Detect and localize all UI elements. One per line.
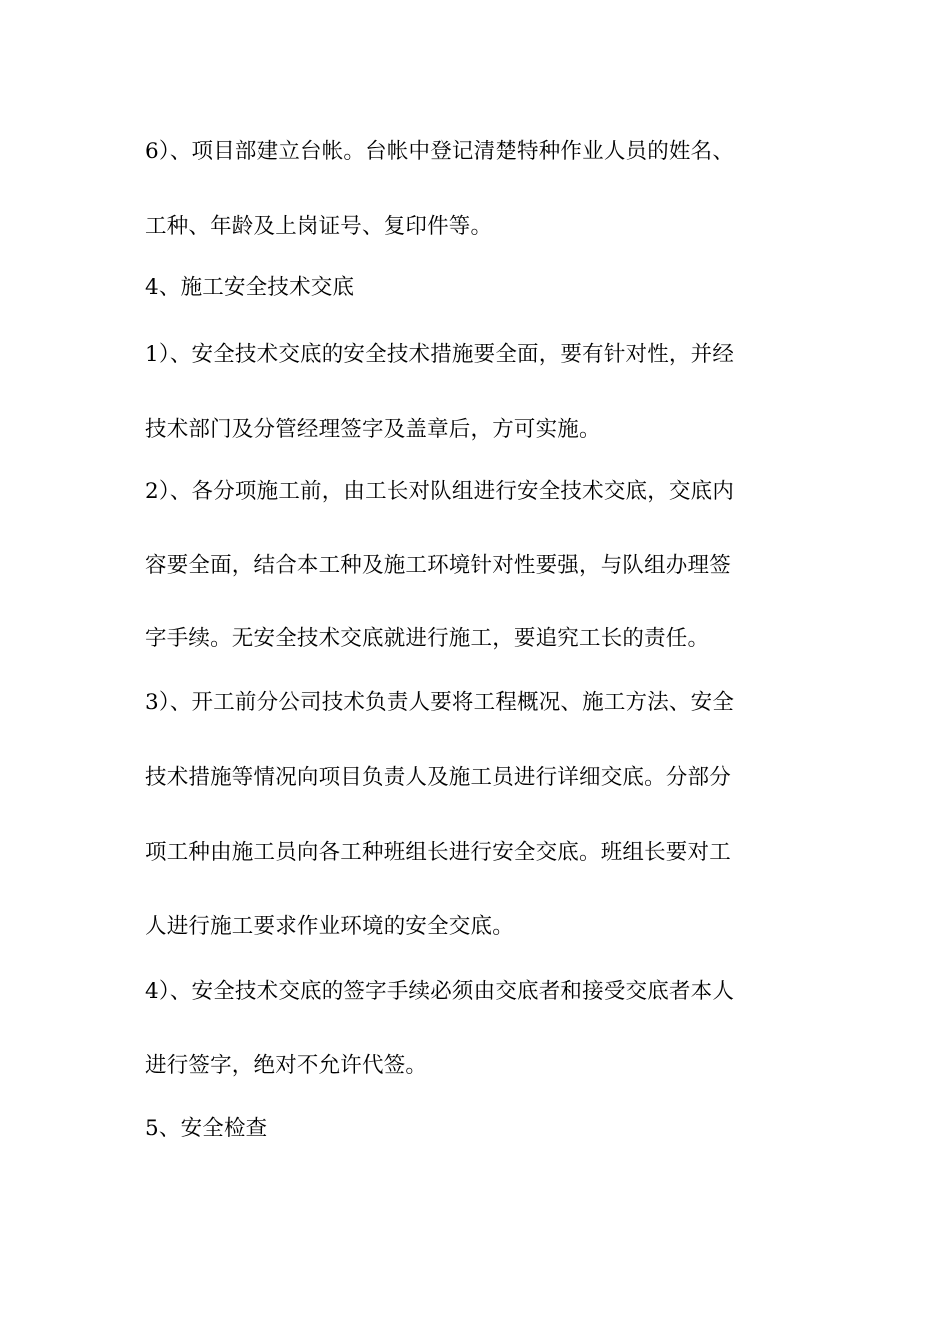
text-line-item-1-part1: 1）、安全技术交底的安全技术措施要全面，要有针对性，并经 — [145, 342, 735, 367]
text-line-item-2-part1: 2）、各分项施工前，由工长对队组进行安全技术交底，交底内 — [145, 479, 735, 504]
text-line-item-6-part2: 工种、年龄及上岗证号、复印件等。 — [145, 214, 493, 239]
text-line-item-3-part3: 项工种由施工员向各工种班组长进行安全交底。班组长要对工 — [145, 840, 731, 865]
section-heading-5: 5、安全检查 — [145, 1116, 268, 1141]
text-line-item-3-part2: 技术措施等情况向项目负责人及施工员进行详细交底。分部分 — [145, 765, 731, 790]
text-line-item-1-part2: 技术部门及分管经理签字及盖章后，方可实施。 — [145, 417, 601, 442]
text-line-item-4-part2: 进行签字，绝对不允许代签。 — [145, 1053, 428, 1078]
text-line-item-2-part2: 容要全面，结合本工种及施工环境针对性要强，与队组办理签 — [145, 553, 731, 578]
text-line-item-3-part4: 人进行施工要求作业环境的安全交底。 — [145, 914, 514, 939]
text-line-item-4-part1: 4）、安全技术交底的签字手续必须由交底者和接受交底者本人 — [145, 979, 735, 1004]
text-line-item-2-part3: 字手续。无安全技术交底就进行施工，要追究工长的责任。 — [145, 626, 710, 651]
text-line-item-6-part1: 6）、项目部建立台帐。台帐中登记清楚特种作业人员的姓名、 — [145, 139, 735, 164]
section-heading-4: 4、施工安全技术交底 — [145, 275, 355, 300]
text-line-item-3-part1: 3）、开工前分公司技术负责人要将工程概况、施工方法、安全 — [145, 690, 735, 715]
